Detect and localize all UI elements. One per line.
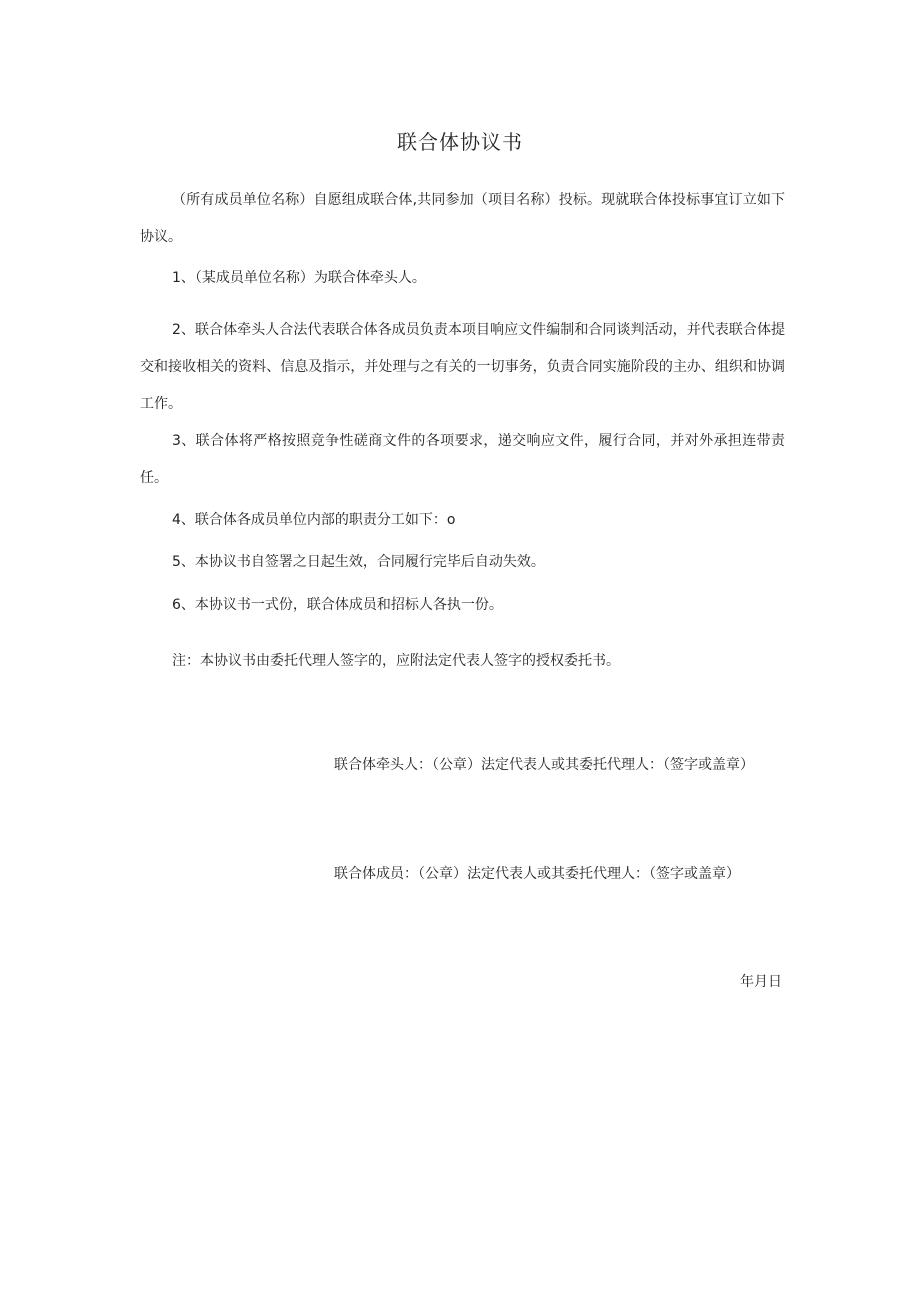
document-title: 联合体协议书 (397, 130, 523, 154)
date-line: 年月日 (740, 974, 782, 990)
intro-paragraph: （所有成员单位名称）自愿组成联合体,共同参加（项目名称）投标。现就联合体投标事宜订立如下协议。 (140, 192, 785, 245)
clause-3: 3、联合体将严格按照竞争性磋商文件的各项要求，递交响应文件，履行合同，并对外承担连带责任。 (140, 433, 785, 486)
note: 注：本协议书由委托代理人签字的，应附法定代表人签字的授权委托书。 (172, 653, 620, 669)
signature-member: 联合体成员：（公章）法定代表人或其委托代理人：（签字或盖章） (334, 866, 740, 882)
signature-lead: 联合体牵头人：（公章）法定代表人或其委托代理人：（签字或盖章） (334, 757, 754, 773)
clause-6: 6、本协议书一式份，联合体成员和招标人各执一份。 (172, 597, 503, 613)
clause-4: 4、联合体各成员单位内部的职责分工如下：o (172, 512, 456, 528)
clause-5: 5、本协议书自签署之日起生效，合同履行完毕后自动失效。 (172, 554, 545, 570)
clause-2: 2、联合体牵头人合法代表联合体各成员负责本项目响应文件编制和合同谈判活动，并代表联合体提交和接收相关的资料、信息及指示，并处理与之有关的一切事务，负责合同实施阶段的主办、组织和协调工作。 (140, 322, 785, 412)
clause-1: 1、（某成员单位名称）为联合体牵头人。 (172, 270, 426, 286)
